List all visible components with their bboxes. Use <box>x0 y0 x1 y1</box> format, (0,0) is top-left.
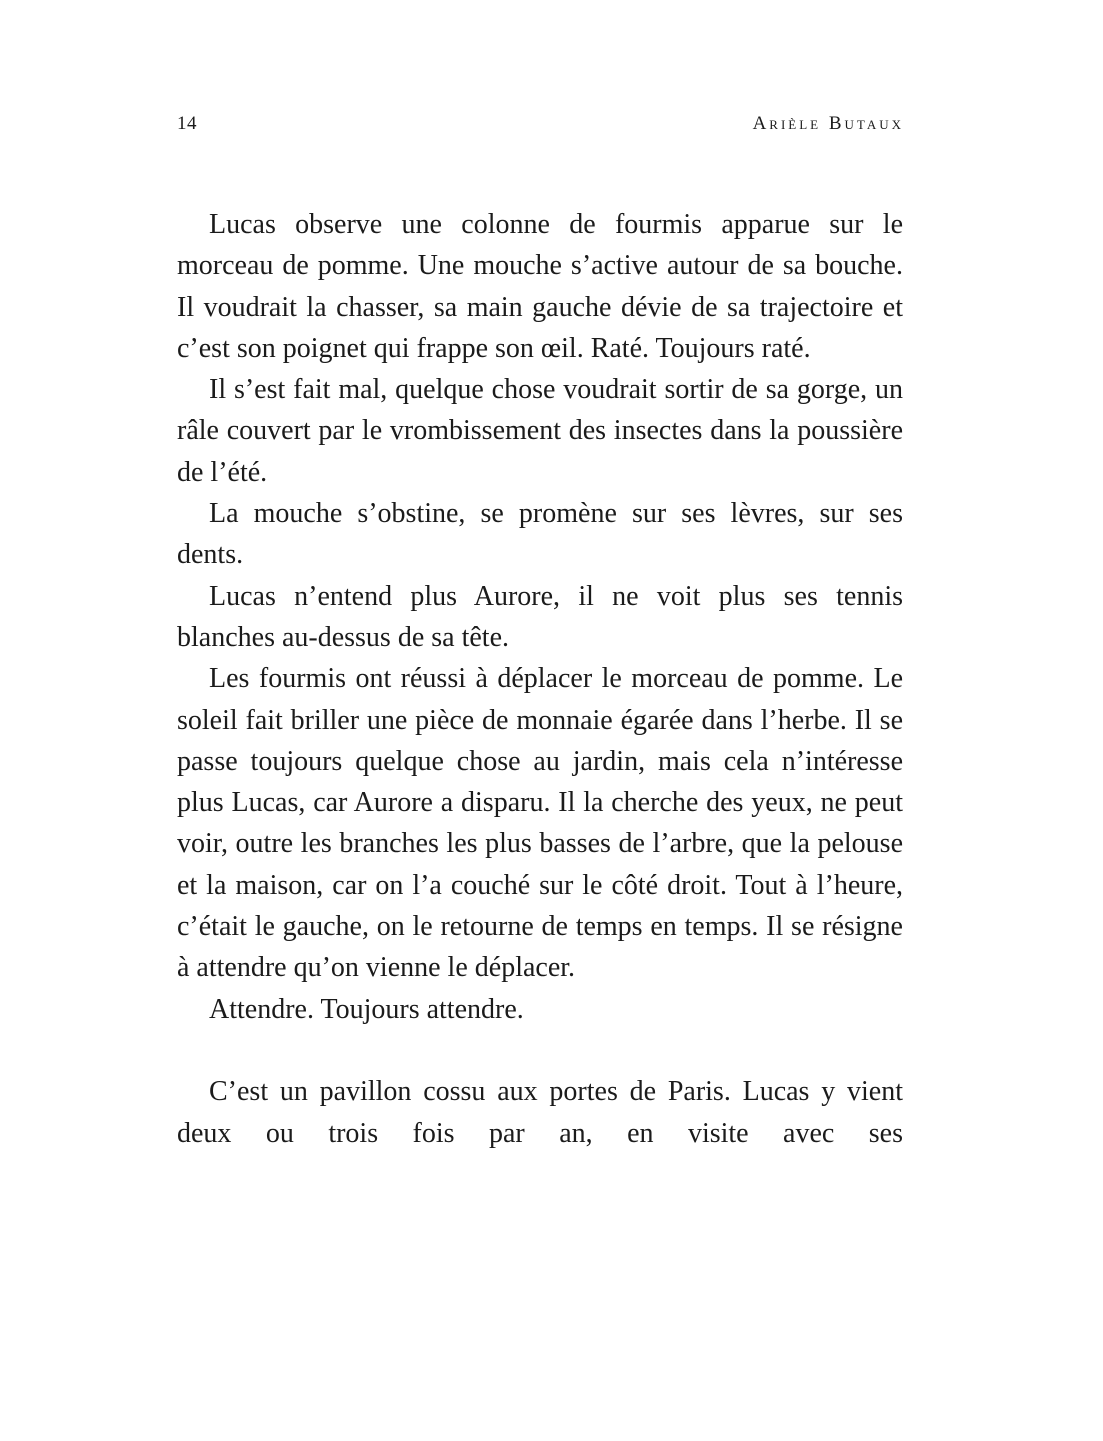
paragraph: Lucas n’entend plus Aurore, il ne voit plus ses tennis blanches au-dessus de sa tête. <box>177 580 903 653</box>
section-break <box>177 1030 903 1071</box>
paragraph: Lucas observe une colonne de fourmis apparue sur le morceau de pomme. Une mouche s’active autour de sa bouche. Il voudrait la chasser, sa main gauche dévie de sa trajectoire et c’est son poignet qui frappe son œil. Raté. Toujours raté. <box>177 209 903 364</box>
paragraph: La mouche s’obstine, se promène sur ses lèvres, sur ses dents. <box>177 498 903 571</box>
page-number: 14 <box>177 113 197 134</box>
body-text <box>177 204 903 1154</box>
paragraph: Les fourmis ont réussi à déplacer le morceau de pomme. Le soleil fait briller une pièce de monnaie égarée dans l’herbe. Il se passe toujours quelque chose au jardin, mais cela n’intéresse plus Lucas, car Aurore a disparu. Il la cherche des yeux, ne peut voir, outre les branches les plus basses de l’arbre, que la pelouse et la maison, car on l’a couché sur le côté droit. Tout à l’heure, c’était le gauche, on le retourne de temps en temps. Il se résigne à attendre qu’on vienne le déplacer. <box>177 663 903 984</box>
paragraph: C’est un pavillon cossu aux portes de Paris. Lucas y vient deux ou trois fois par an, en visite avec ses <box>177 1076 903 1149</box>
paragraph: Il s’est fait mal, quelque chose voudrait sortir de sa gorge, un râle couvert par le vrombissement des insectes dans la poussière de l’été. <box>177 374 903 488</box>
paragraph: Attendre. Toujours attendre. <box>209 993 524 1025</box>
running-head-author: Arièle Butaux <box>752 113 904 134</box>
